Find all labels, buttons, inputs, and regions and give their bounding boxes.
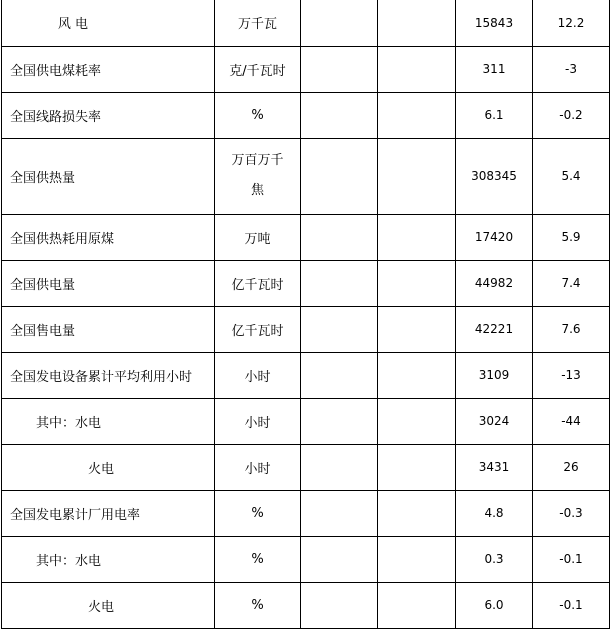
table-row bbox=[2, 0, 610, 46]
unit-cell: 小时 bbox=[215, 444, 301, 490]
row-label: 风 电 bbox=[2, 0, 215, 46]
empty-cell bbox=[378, 214, 456, 260]
empty-cell bbox=[301, 444, 378, 490]
table-row bbox=[2, 444, 610, 490]
empty-cell bbox=[378, 92, 456, 138]
table-row bbox=[2, 306, 610, 352]
empty-cell bbox=[301, 92, 378, 138]
growth-cell: -44 bbox=[533, 398, 610, 444]
empty-cell bbox=[301, 214, 378, 260]
row-label: 火电 bbox=[2, 444, 215, 490]
table-row bbox=[2, 490, 610, 536]
empty-cell bbox=[378, 582, 456, 628]
empty-cell bbox=[301, 306, 378, 352]
empty-cell bbox=[301, 46, 378, 92]
empty-cell bbox=[301, 490, 378, 536]
value-cell: 17420 bbox=[456, 214, 533, 260]
row-label: 全国发电累计厂用电率 bbox=[2, 490, 215, 536]
table-row bbox=[2, 46, 610, 92]
growth-cell: 26 bbox=[533, 444, 610, 490]
empty-cell bbox=[378, 444, 456, 490]
unit-cell: 小时 bbox=[215, 398, 301, 444]
table-row bbox=[2, 398, 610, 444]
growth-cell: 7.4 bbox=[533, 260, 610, 306]
value-cell: 15843 bbox=[456, 0, 533, 46]
unit-cell: 万千瓦 bbox=[215, 0, 301, 46]
row-label: 火电 bbox=[2, 582, 215, 628]
empty-cell bbox=[378, 0, 456, 46]
unit-cell: % bbox=[215, 92, 301, 138]
value-cell: 3024 bbox=[456, 398, 533, 444]
empty-cell bbox=[378, 352, 456, 398]
table-row bbox=[2, 214, 610, 260]
value-cell: 3431 bbox=[456, 444, 533, 490]
unit-cell: 小时 bbox=[215, 352, 301, 398]
empty-cell bbox=[301, 0, 378, 46]
empty-cell bbox=[378, 260, 456, 306]
value-cell: 42221 bbox=[456, 306, 533, 352]
unit-cell: 亿千瓦时 bbox=[215, 306, 301, 352]
growth-cell: -0.2 bbox=[533, 92, 610, 138]
empty-cell bbox=[378, 138, 456, 214]
table-row bbox=[2, 92, 610, 138]
table-row bbox=[2, 536, 610, 582]
unit-cell: 万吨 bbox=[215, 214, 301, 260]
table-row bbox=[2, 582, 610, 628]
growth-cell: -3 bbox=[533, 46, 610, 92]
growth-cell: -0.1 bbox=[533, 536, 610, 582]
unit-cell: 克/千瓦时 bbox=[215, 46, 301, 92]
value-cell: 44982 bbox=[456, 260, 533, 306]
empty-cell bbox=[378, 398, 456, 444]
value-cell: 308345 bbox=[456, 138, 533, 214]
unit-cell: % bbox=[215, 582, 301, 628]
empty-cell bbox=[378, 46, 456, 92]
table-row bbox=[2, 138, 610, 214]
growth-cell: 5.4 bbox=[533, 138, 610, 214]
empty-cell bbox=[301, 536, 378, 582]
row-label: 其中：水电 bbox=[2, 536, 215, 582]
unit-cell: 亿千瓦时 bbox=[215, 260, 301, 306]
empty-cell bbox=[301, 398, 378, 444]
growth-cell: 7.6 bbox=[533, 306, 610, 352]
row-label: 全国线路损失率 bbox=[2, 92, 215, 138]
row-label: 全国供热量 bbox=[2, 138, 215, 214]
empty-cell bbox=[301, 260, 378, 306]
statistics-table bbox=[1, 0, 610, 629]
growth-cell: 12.2 bbox=[533, 0, 610, 46]
value-cell: 6.0 bbox=[456, 582, 533, 628]
growth-cell: -13 bbox=[533, 352, 610, 398]
empty-cell bbox=[378, 490, 456, 536]
empty-cell bbox=[378, 306, 456, 352]
empty-cell bbox=[301, 582, 378, 628]
value-cell: 0.3 bbox=[456, 536, 533, 582]
table-row bbox=[2, 260, 610, 306]
value-cell: 3109 bbox=[456, 352, 533, 398]
unit-cell: 万百万千焦 bbox=[215, 138, 301, 214]
row-label: 全国发电设备累计平均利用小时 bbox=[2, 352, 215, 398]
row-label: 全国供电量 bbox=[2, 260, 215, 306]
table-row bbox=[2, 352, 610, 398]
growth-cell: -0.3 bbox=[533, 490, 610, 536]
unit-cell: % bbox=[215, 490, 301, 536]
value-cell: 4.8 bbox=[456, 490, 533, 536]
growth-cell: 5.9 bbox=[533, 214, 610, 260]
value-cell: 311 bbox=[456, 46, 533, 92]
empty-cell bbox=[301, 352, 378, 398]
value-cell: 6.1 bbox=[456, 92, 533, 138]
row-label: 全国供电煤耗率 bbox=[2, 46, 215, 92]
row-label: 全国供热耗用原煤 bbox=[2, 214, 215, 260]
row-label: 全国售电量 bbox=[2, 306, 215, 352]
row-label: 其中：水电 bbox=[2, 398, 215, 444]
growth-cell: -0.1 bbox=[533, 582, 610, 628]
empty-cell bbox=[378, 536, 456, 582]
unit-cell: % bbox=[215, 536, 301, 582]
empty-cell bbox=[301, 138, 378, 214]
